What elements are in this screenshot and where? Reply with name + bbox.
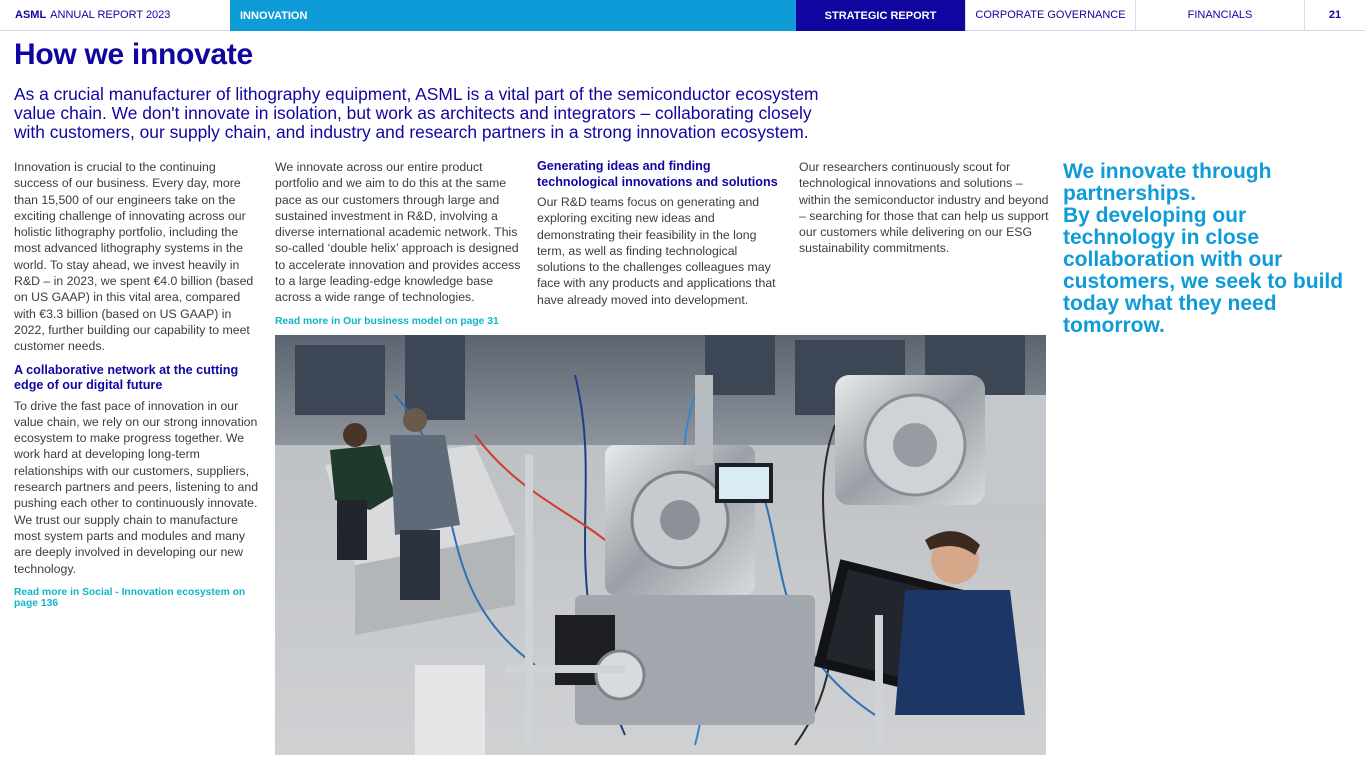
report-label: ANNUAL REPORT 2023 <box>50 9 171 21</box>
text-column-1 <box>14 159 260 609</box>
intro-paragraph: As a crucial manufacturer of lithography equipment, ASML is a vital part of the semiconductor ecosystem value chain. We don't innovate in isolation, but work as architects and integrators – collaborating closely with customers, our supply chain, and industry and research partners in a strong innovation ecosystem. <box>14 84 819 142</box>
quote-line-2: By developing our technology in close collaboration with our customers, we seek to build today what they need tomorrow. <box>1063 204 1344 337</box>
body-paragraph: Our researchers continuously scout for technological innovations and solutions – within the semiconductor industry and beyond – searching for those that can help us support our customers while delivering on our ESG sustainability commitments. <box>799 160 1049 256</box>
report-brand[interactable] <box>0 0 230 31</box>
section-heading: A collaborative network at the cutting edge of our digital future <box>14 362 239 393</box>
text-column-2 <box>275 159 525 327</box>
read-more-link[interactable]: Read more in Social - Innovation ecosystem on page 136 <box>14 586 246 609</box>
lab-photo <box>275 335 1046 755</box>
text-column-3 <box>537 159 783 308</box>
text-column-4 <box>799 159 1049 257</box>
brand-name: ASML <box>15 9 47 21</box>
body-paragraph: Innovation is crucial to the continuing success of our business. Every day, more than 15,500 of our engineers take on the exciting challenge of innovating across our holistic lithography portfolio, including the most advanced lithography systems in the world. To stay ahead, we invest heavily in R&D – in 2023, we spent €4.0 billion (based on US GAAP) in this vital area, compared with €3.3 billion (based on US GAAP) in 2022, further building our capability to meet customer needs. <box>14 160 254 354</box>
tab-strategic-report[interactable]: STRATEGIC REPORT <box>796 0 966 31</box>
quote-line-1: We innovate through partnerships. <box>1063 160 1272 205</box>
top-navigation-bar <box>0 0 1365 31</box>
read-more-link[interactable]: Read more in Our business model on page 31 <box>275 315 499 327</box>
section-heading: Generating ideas and finding technological innovations and solutions <box>537 159 778 189</box>
page-number: 21 <box>1305 0 1365 31</box>
tab-corporate-governance[interactable]: CORPORATE GOVERNANCE <box>966 0 1136 31</box>
page-title: How we innovate <box>14 38 253 71</box>
tab-financials[interactable]: FINANCIALS <box>1136 0 1305 31</box>
body-paragraph: Our R&D teams focus on generating and exploring exciting new ideas and demonstrating their feasibility in the long term, as well as finding technological solutions to the challenges colleagues may face with any products and applications that have already moved into development. <box>537 195 776 307</box>
body-paragraph: To drive the fast pace of innovation in our value chain, we rely on our strong innovation ecosystem to make progress together. We work hard at developing long-term relationships with our customers, suppliers, research partners and peers, listening to and pushing each other to continuously innovate. We trust our supply chain to manufacture most system parts and modules and many are deeply involved in developing our new technology. <box>14 398 259 576</box>
pull-quote <box>1063 161 1353 337</box>
body-paragraph: We innovate across our entire product portfolio and we aim to do this at the same pace as our customers through large and sustained investment in R&D, involving a diverse international academic network. This so-called ‘double helix’ approach is designed to accelerate innovation and provides access to a large leading-edge knowledge base across a wide range of technologies. <box>275 160 521 305</box>
section-label[interactable]: INNOVATION <box>230 0 796 31</box>
lab-photo-illustration <box>275 335 1046 755</box>
